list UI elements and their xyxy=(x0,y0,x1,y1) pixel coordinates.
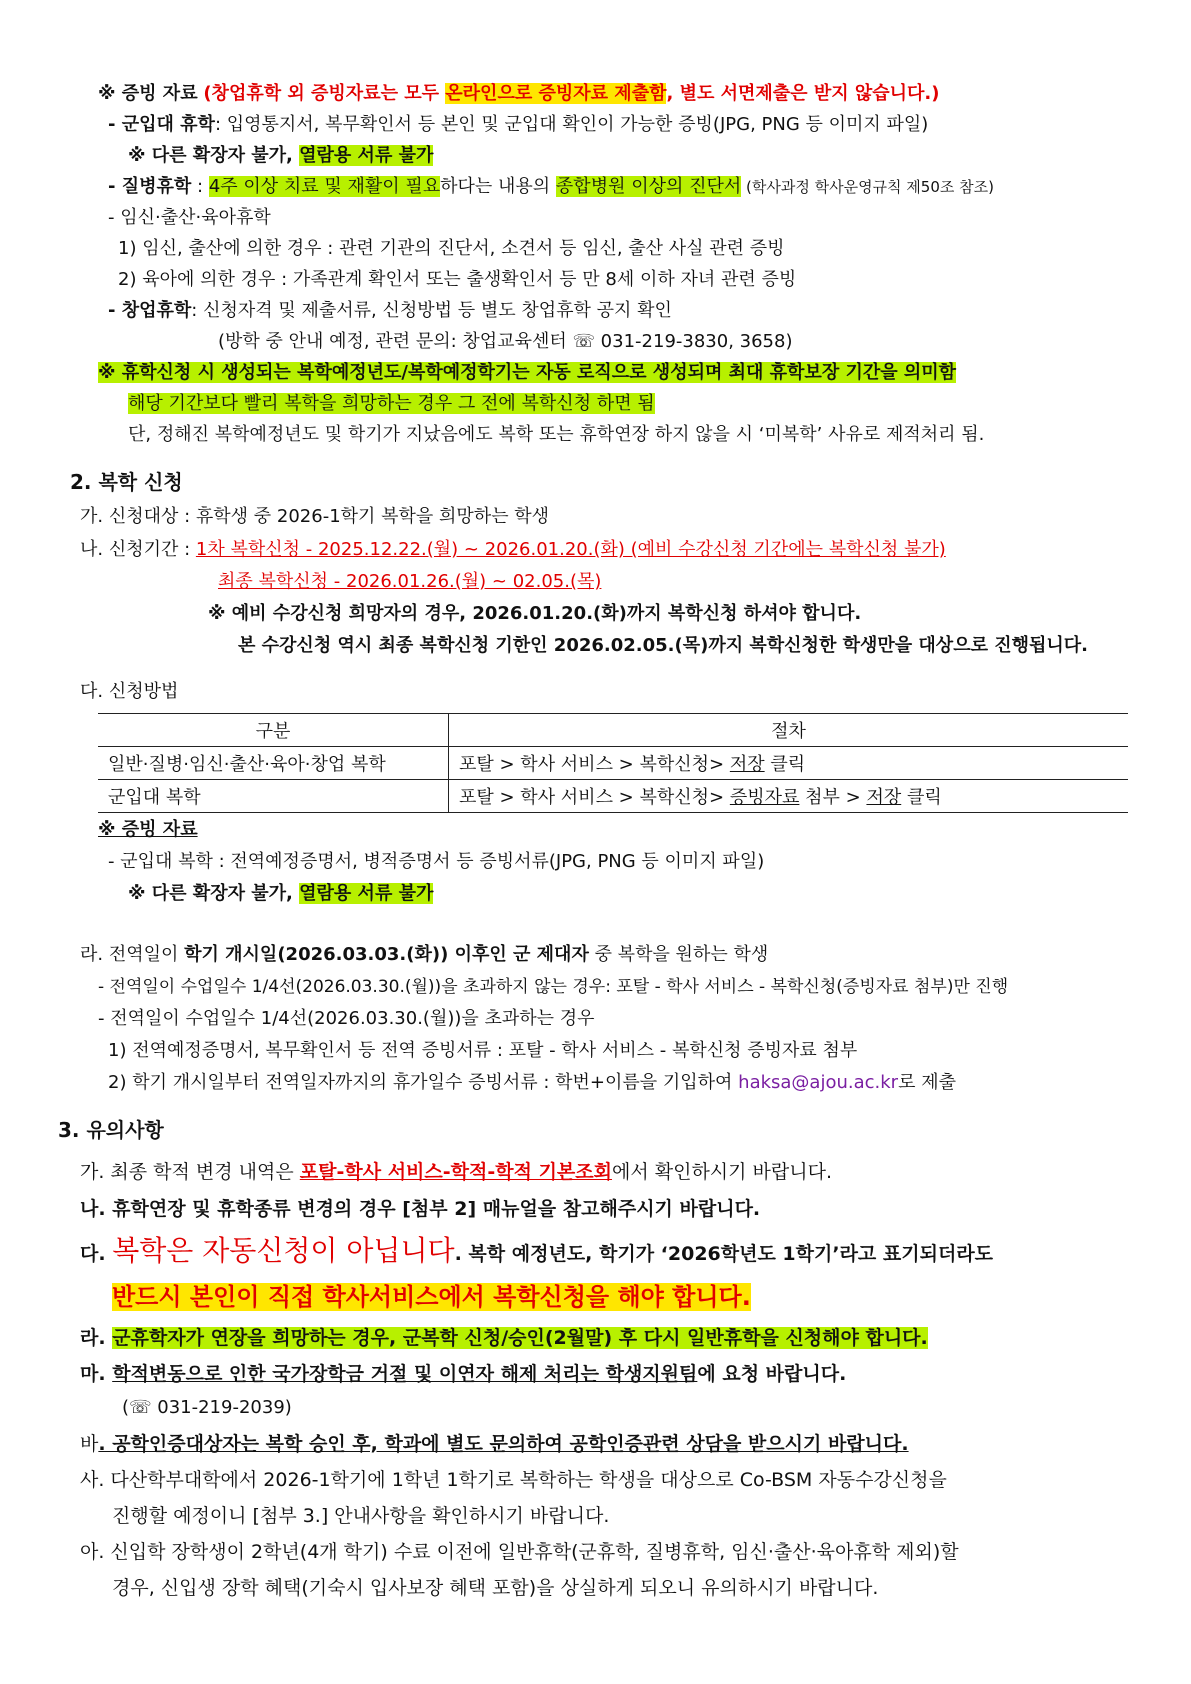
discharge-line xyxy=(80,943,768,967)
note-da-line2 xyxy=(112,1280,751,1314)
note-sa-2: 진행할 예정이니 [첨부 3.] 안내사항을 확인하시기 바랍니다. xyxy=(112,1505,610,1527)
startup-text: : 신청자격 및 제출서류, 신청방법 등 별도 창업휴학 공지 확인 xyxy=(191,300,672,321)
note-ma-post: 에 요청 바랍니다. xyxy=(697,1363,847,1385)
military-evidence-line xyxy=(108,113,928,137)
note-ga xyxy=(80,1160,832,1184)
discharge-2-2-pre: 2) 학기 개시일부터 전역일자까지의 휴가일수 증빙서류 : 학번+이름을 기입하여 xyxy=(108,1072,739,1093)
email-link[interactable]: haksa@ajou.ac.kr xyxy=(738,1072,899,1093)
return-evidence-title: ※ 증빙 자료 xyxy=(98,819,198,840)
section-2-heading: 2. 복학 신청 xyxy=(70,470,183,494)
evidence-title: ※ 증빙 자료 xyxy=(98,83,198,104)
method-label: 다. 신청방법 xyxy=(80,681,179,702)
row2-category: 군입대 복학 xyxy=(98,780,449,813)
note-ma-label: 마. xyxy=(80,1363,113,1385)
period-note-2: 본 수강신청 역시 최종 복학신청 기한인 2026.02.05.(목)까지 복학신청한 학생만을 대상으로 진행됩니다. xyxy=(238,635,1089,656)
note-ma xyxy=(80,1362,846,1386)
maternity-item-2: 2) 육아에 의한 경우 : 가족관계 확인서 또는 출생확인서 등 만 8세 이하 자녀 관련 증빙 xyxy=(118,269,797,290)
return-evidence-note xyxy=(128,882,433,906)
note-da-big: 복학은 자동신청이 아닙니다 xyxy=(112,1234,455,1267)
illness-highlight-2: 종합병원 이상의 진단서 xyxy=(555,176,742,197)
discharge-item-1: - 전역일이 수업일수 1/4선(2026.03.30.(월))을 초과하지 않는 경우: 포탈 - 학사 서비스 - 복학신청(증빙자료 첨부)만 진행 xyxy=(98,977,1009,997)
row2-evidence: 증빙자료 xyxy=(729,787,800,808)
row2-save: 저장 xyxy=(866,787,902,808)
discharge-item-2: - 전역일이 수업일수 1/4선(2026.03.30.(월))을 초과하는 경우 xyxy=(98,1008,595,1029)
evidence-note-close: , 별도 서면제출은 받지 않습니다.) xyxy=(666,83,940,104)
note-ba-text: . 공학인증대상자는 복학 승인 후, 학과에 별도 문의하여 공학인증관련 상담을 받으시기 바랍니다. xyxy=(98,1433,909,1455)
row2-attach: 첨부 > xyxy=(799,787,867,808)
section-3-heading: 3. 유의사항 xyxy=(58,1118,164,1142)
discharge-bold: 학기 개시일(2026.03.03.(화)) 이후인 군 제대자 xyxy=(184,944,589,965)
procedure-table xyxy=(98,713,1128,813)
note-ra xyxy=(80,1326,928,1350)
row2-procedure xyxy=(449,780,1129,813)
return-note-1-text: ※ 휴학신청 시 생성되는 복학예정년도/복학예정학기는 자동 로직으로 생성되며 최대 휴학보장 기간을 의미함 xyxy=(98,362,957,383)
row2-click: 클릭 xyxy=(901,787,942,808)
note-ga-post: 에서 확인하시기 바랍니다. xyxy=(611,1161,832,1183)
evidence-title-line xyxy=(98,82,940,106)
note-ra-text: 군휴학자가 연장을 희망하는 경우, 군복학 신청/승인(2월말) 후 다시 일반휴학을 신청해야 합니다. xyxy=(112,1327,928,1349)
note-ma-underlined: 학적변동으로 인한 국가장학금 거절 및 이연자 해제 처리는 학생지원팀 xyxy=(112,1363,698,1385)
note-da-line2-text: 반드시 본인이 직접 학사서비스에서 복학신청을 해야 합니다. xyxy=(112,1283,751,1311)
row1-procedure xyxy=(449,747,1129,780)
note-ba xyxy=(80,1432,909,1456)
discharge-post: 중 복학을 원하는 학생 xyxy=(588,944,769,965)
military-note-line xyxy=(128,144,433,168)
startup-line xyxy=(108,299,672,323)
startup-label: - 창업휴학 xyxy=(108,300,192,321)
discharge-pre: 라. 전역일이 xyxy=(80,944,185,965)
note-ba-label: 바 xyxy=(80,1433,99,1455)
military-label: - 군입대 휴학 xyxy=(108,114,215,135)
row1-path: 포탈 > 학사 서비스 > 복학신청> xyxy=(459,754,730,775)
illness-mid: 하다는 내용의 xyxy=(440,176,556,197)
target-line: 가. 신청대상 : 휴학생 중 2026-1학기 복학을 희망하는 학생 xyxy=(80,506,550,527)
row1-save: 저장 xyxy=(729,754,765,775)
period-note-1: ※ 예비 수강신청 희망자의 경우, 2026.01.20.(화)까지 복학신청 하셔야 합니다. xyxy=(208,603,862,624)
discharge-item-2-1: 1) 전역예정증명서, 복무확인서 등 전역 증빙서류 : 포탈 - 학사 서비스 - 복학신청 증빙자료 첨부 xyxy=(108,1040,858,1061)
military-text: : 입영통지서, 복무확인서 등 본인 및 군입대 확인이 가능한 증빙(JPG, PNG 등 이미지 파일) xyxy=(214,114,929,135)
note-ga-link: 포탈-학사 서비스-학적-학적 기본조회 xyxy=(299,1161,612,1183)
illness-ref: (학사과정 학사운영규칙 제50조 참조) xyxy=(741,178,994,196)
return-evidence-note-highlight: 열람용 서류 불가 xyxy=(299,883,434,904)
row1-click: 클릭 xyxy=(764,754,806,775)
illness-label: - 질병휴학 xyxy=(108,176,192,197)
table-row xyxy=(98,747,1128,780)
discharge-2-2-post: 로 제출 xyxy=(898,1072,956,1093)
note-da-label: 다. xyxy=(80,1243,113,1265)
row2-path: 포탈 > 학사 서비스 > 복학신청> xyxy=(459,787,730,808)
table-row xyxy=(98,780,1128,813)
military-note-pre: ※ 다른 확장자 불가, xyxy=(128,145,300,166)
period-first: 1차 복학신청 - 2025.12.22.(월) ~ 2026.01.20.(화) (예비 수강신청 기간에는 복학신청 불가) xyxy=(195,539,946,560)
note-sa-1: 사. 다산학부대학에서 2026-1학기에 1학년 1학기로 복학하는 학생을 대상으로 Co-BSM 자동수강신청을 xyxy=(80,1469,947,1491)
illness-highlight-1: 4주 이상 치료 및 재활이 필요 xyxy=(208,176,441,197)
note-a-1: 아. 신입학 장학생이 2학년(4개 학기) 수료 이전에 일반휴학(군휴학, 질병휴학, 임신·출산·육아휴학 제외)할 xyxy=(80,1541,959,1563)
table-header-procedure: 절차 xyxy=(449,714,1129,747)
return-note-3: 단, 정해진 복학예정년도 및 학기가 지났음에도 복학 또는 휴학연장 하지 않을 시 ‘미복학’ 사유로 제적처리 됨. xyxy=(128,424,985,445)
discharge-item-2-2 xyxy=(108,1071,956,1095)
illness-line xyxy=(108,175,994,199)
return-evidence-note-pre: ※ 다른 확장자 불가, xyxy=(128,883,300,904)
row1-category: 일반·질병·임신·출산·육아·창업 복학 xyxy=(98,747,449,780)
illness-colon: : xyxy=(191,176,209,197)
maternity-item-1: 1) 임신, 출산에 의한 경우 : 관련 기관의 진단서, 소견서 등 임신, 출산 사실 관련 증빙 xyxy=(118,238,785,259)
evidence-note-open: (창업휴학 외 증빙자료는 모두 xyxy=(203,83,446,104)
return-note-2-text: 해당 기간보다 빨리 복학을 희망하는 경우 그 전에 복학신청 하면 됨 xyxy=(128,393,655,414)
note-a-2: 경우, 신입생 장학 혜택(기숙시 입사보장 혜택 포함)을 상실하게 되오니 유의하시기 바랍니다. xyxy=(112,1577,879,1599)
note-ma-phone: (☏ 031-219-2039) xyxy=(122,1397,292,1418)
startup-contact: (방학 중 안내 예정, 관련 문의: 창업교육센터 ☏ 031-219-3830, 3658) xyxy=(218,331,793,352)
period-line-1 xyxy=(80,538,946,562)
evidence-note-highlight: 온라인으로 증빙자료 제출함 xyxy=(445,83,667,104)
period-label: 나. 신청기간 : xyxy=(80,539,196,560)
military-note-highlight: 열람용 서류 불가 xyxy=(299,145,434,166)
table-header-category: 구분 xyxy=(98,714,449,747)
note-da-post: . 복학 예정년도, 학기가 ‘2026학년도 1학기’라고 표기되더라도 xyxy=(454,1243,994,1265)
period-final: 최종 복학신청 - 2026.01.26.(월) ~ 02.05.(목) xyxy=(218,571,602,592)
table-header-row xyxy=(98,714,1128,747)
note-da xyxy=(80,1234,993,1268)
return-note-2 xyxy=(128,392,655,416)
return-evidence-military: - 군입대 복학 : 전역예정증명서, 병적증명서 등 증빙서류(JPG, PNG 등 이미지 파일) xyxy=(108,851,765,872)
period-line-2 xyxy=(218,570,601,594)
note-ra-label: 라. xyxy=(80,1327,113,1349)
return-note-1 xyxy=(98,361,956,385)
note-ga-pre: 가. 최종 학적 변경 내역은 xyxy=(80,1161,300,1183)
note-na: 나. 휴학연장 및 휴학종류 변경의 경우 [첨부 2] 매뉴얼을 참고해주시기 바랍니다. xyxy=(80,1198,761,1220)
maternity-label: - 임신·출산·육아휴학 xyxy=(108,207,271,228)
